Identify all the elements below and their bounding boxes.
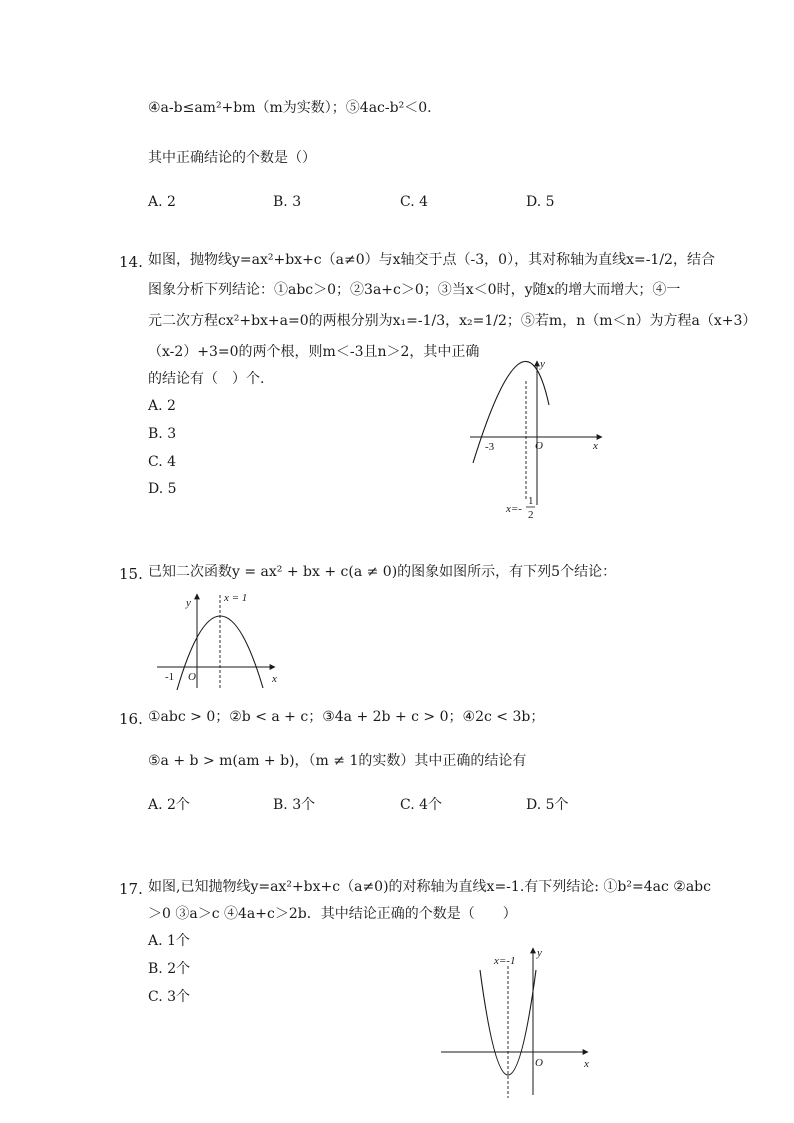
q15-x-label: x <box>272 673 277 685</box>
q15-y-label: y <box>186 597 191 609</box>
q16-number: 16. <box>119 710 143 728</box>
q16-option-c: C. 4个 <box>400 797 443 813</box>
q13-prompt: 其中正确结论的个数是（） <box>148 150 316 166</box>
q16-option-a: A. 2个 <box>148 797 190 813</box>
q16-line-2: ⑤a + b > m(am + b)，（m ≠ 1的实数）其中正确的结论有 <box>148 753 527 769</box>
q17-line-2: ＞0 ③a＞c ④4a+c＞2b．其中结论正确的个数是（ ） <box>148 906 517 922</box>
q13-line: ④a-b≤am²+bm（m为实数）；⑤4ac-b²＜0. <box>148 100 432 116</box>
q13-option-b: B. 3 <box>273 194 302 210</box>
q17-origin-label: O <box>535 1057 543 1069</box>
q15-text: 已知二次函数y = ax² + bx + c(a ≠ 0)的图象如图所示，有下列5个结论： <box>148 564 617 580</box>
q13-option-a: A. 2 <box>148 194 176 210</box>
q14-line-5: 的结论有（ ）个. <box>148 371 265 387</box>
q14-line-4: （x-2）+3=0的两个根，则m＜-3且n＞2，其中正确 <box>148 344 480 360</box>
q17-option-b: B. 2个 <box>148 961 191 977</box>
q15-number: 15. <box>119 565 143 583</box>
q16-option-b: B. 3个 <box>273 797 316 813</box>
q14-line-1: 如图，抛物线y=ax²+bx+c（a≠0）与x轴交于点（-3，0），其对称轴为直线x=-1/2，结合 <box>148 252 715 268</box>
q17-x-label: x <box>584 1058 589 1070</box>
q14-axis-num: 1 <box>528 495 534 507</box>
q14-axis-den: 2 <box>528 509 534 521</box>
q13-option-c: C. 4 <box>400 194 429 210</box>
q15-origin-label: O <box>188 671 196 683</box>
q17-line-1: 如图,已知抛物线y=ax²+bx+c（a≠0)的对称轴为直线x=-1.有下列结论: ①b²=4ac ②abc <box>148 879 711 895</box>
q14-axis-label: x=- <box>506 503 522 515</box>
q14-option-a: A. 2 <box>148 398 176 414</box>
q14-graph <box>465 355 615 525</box>
q14-y-label: y <box>540 358 545 370</box>
q14-root-label: -3 <box>485 441 495 453</box>
q14-option-b: B. 3 <box>148 426 177 442</box>
q16-line-1: ①abc > 0；②b < a + c；③4a + 2b + c > 0；④2c < 3b； <box>148 709 545 725</box>
q17-axis-label: x=-1 <box>494 955 516 967</box>
q15-graph <box>155 590 285 690</box>
q17-y-label: y <box>537 947 542 959</box>
q13-option-d: D. 5 <box>526 194 555 210</box>
q16-option-d: D. 5个 <box>526 797 569 813</box>
q14-number: 14. <box>119 253 143 271</box>
q14-line-2: 图象分析下列结论：①abc＞0；②3a+c＞0；③当x＜0时，y随x的增大而增大；④一 <box>148 282 681 298</box>
q14-origin-label: O <box>535 440 543 452</box>
q15-axis-label: x = 1 <box>224 592 248 604</box>
q17-graph <box>438 940 598 1100</box>
q14-line-3: 元二次方程cx²+bx+a=0的两根分别为x₁=-1/3，x₂=1/2；⑤若m，n（m＜n）为方程a（x+3） <box>148 313 757 329</box>
q14-x-label: x <box>593 440 598 452</box>
q14-option-c: C. 4 <box>148 454 177 470</box>
q14-option-d: D. 5 <box>148 481 177 497</box>
q15-root-label: -1 <box>165 671 175 683</box>
q17-option-a: A. 1个 <box>148 933 190 949</box>
q17-number: 17. <box>119 880 143 898</box>
q17-option-c: C. 3个 <box>148 989 191 1005</box>
